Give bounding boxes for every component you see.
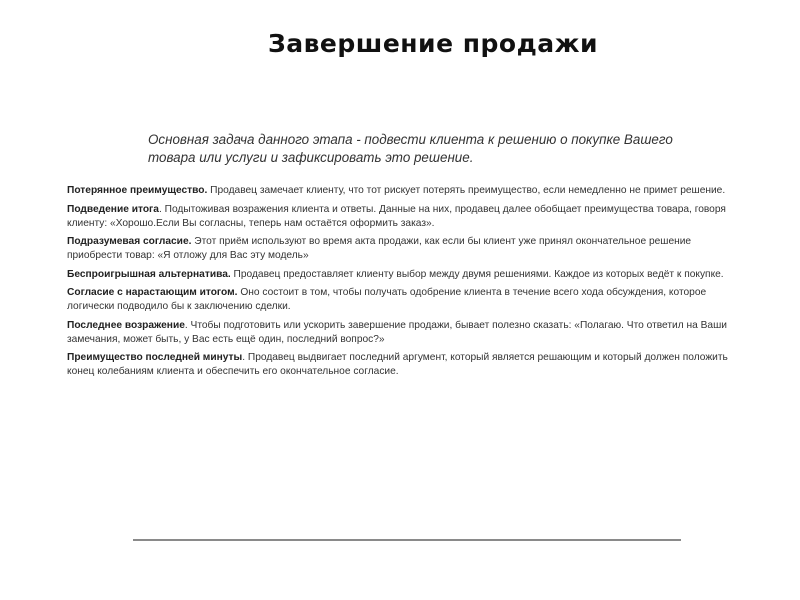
item-text: Продавец предоставляет клиенту выбор между двумя решениями. Каждое из которых ведёт к покупке.: [230, 268, 724, 280]
list-item: [67, 319, 743, 347]
item-term: Последнее возражение: [67, 319, 185, 331]
item-text: . Продавец выдвигает последний аргумент, который является решающим и который должен положить конец колебаниям клиента и обеспечить его окончательное согласие.: [67, 352, 728, 377]
item-term: Беспроигрышная альтернатива.: [67, 268, 231, 280]
item-text: Оно состоит в том, чтобы получать одобрение клиента в течение всего хода обсуждения, которое логически подводило бы к заключению сделки.: [67, 287, 707, 312]
list-item: [67, 203, 743, 231]
item-term: Подразумевая согласие.: [67, 236, 192, 247]
list-item: [67, 351, 743, 379]
list-item: [67, 235, 743, 263]
item-text: . Подытоживая возражения клиента и ответы. Данные на них, продавец далее обобщает преимущества товара, говоря клиенту: «Хорошо.Если Вы согласны, теперь нам остаётся оформить заказ».: [67, 203, 726, 229]
technique-list: [67, 184, 743, 384]
slide-title: Завершение продажи: [267, 29, 599, 58]
list-item: [67, 184, 743, 198]
item-term: Преимущество последней минуты: [67, 352, 243, 363]
list-item: [67, 286, 743, 314]
item-text: . Чтобы подготовить или ускорить завершение продажи, бывает полезно сказать: «Полагаю. Что ответил на Ваши замечания, может быть, у Вас есть ещё один, последний вопрос?»: [67, 319, 727, 345]
item-term: Подведение итога: [67, 203, 159, 215]
item-term: Потерянное преимущество.: [67, 185, 208, 196]
list-item: [67, 268, 743, 282]
slide-subtitle: Основная задача данного этапа - подвести клиента к решению о покупке Вашего товара или услуги и зафиксировать это решение.: [148, 132, 673, 165]
item-text: Продавец замечает клиенту, что тот рискует потерять преимущество, если немедленно не примет решение.: [207, 185, 726, 196]
item-term: Согласие с нарастающим итогом.: [67, 287, 238, 298]
footer-divider: [133, 539, 681, 541]
item-text: Этот приём используют во время акта продажи, как если бы клиент уже принял окончательное решение приобрести товар: «Я отложу для Вас эту модель»: [67, 236, 692, 261]
